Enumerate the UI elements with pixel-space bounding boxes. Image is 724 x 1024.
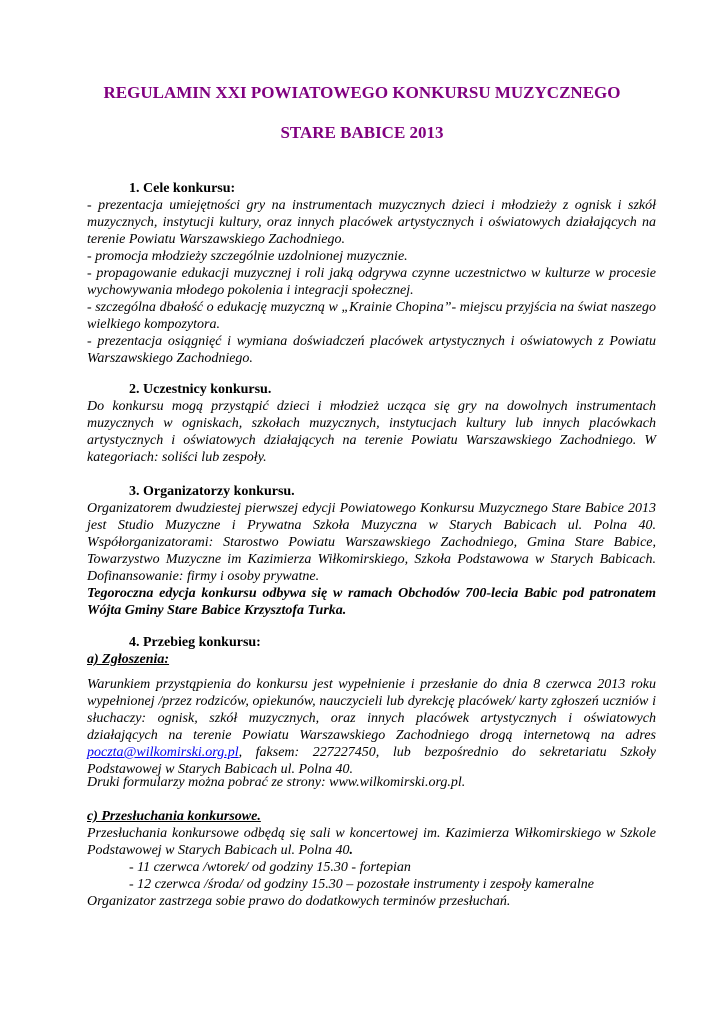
document-title: REGULAMIN XXI POWIATOWEGO KONKURSU MUZYCZNEGO <box>103 83 621 102</box>
audition-date: - 11 czerwca /wtorek/ od godziny 15.30 - fortepian <box>129 860 411 875</box>
section-heading: 4. Przebieg konkursu: <box>129 635 261 650</box>
section-goals <box>87 180 656 367</box>
auditions-dot: . <box>349 843 353 858</box>
section-heading: 2. Uczestnicy konkursu. <box>129 382 272 397</box>
goal-item: - prezentacja osiągnięć i wymiana doświadczeń placówek artystycznych i oświatowych z Powiatu Warszawskiego Zachodniego. <box>87 334 656 366</box>
goal-item: - prezentacja umiejętności gry na instrumentach muzycznych dzieci i młodzieży z ognisk i szkół muzycznych, instytucji kultury, oraz innych placówek artystycznych i oświatowych działających na terenie Powiatu Warszawskiego Zachodniego. <box>87 198 656 247</box>
goal-item: - propagowanie edukacji muzycznej i roli jaką odgrywa czynne uczestnictwo w kulturze w procesie wychowywania młodego pokolenia i integracji społecznej. <box>87 266 656 298</box>
applications-text-end: , faksem: 227227450, lub bezpośrednio do sekretariatu Szkoły Podstawowej w Starych Babicach ul. Polna 40. <box>87 745 656 777</box>
goal-item: - promocja młodzieży szczególnie uzdolnionej muzycznie. <box>87 249 408 264</box>
patronage-paragraph: Tegoroczna edycja konkursu odbywa się w ramach Obchodów 700-lecia Babic pod patronatem Wójta Gminy Stare Babice Krzysztofa Turka. <box>87 586 656 618</box>
auditions-text: Przesłuchania konkursowe odbędą się sali w koncertowej im. Kazimierza Wiłkomirskiego w Szkole Podstawowej w Starych Babicach ul. Polna 40 <box>87 826 656 858</box>
applications-paragraph <box>87 676 656 778</box>
auditions-paragraph <box>87 825 656 859</box>
section-course <box>87 634 656 668</box>
goal-item: - szczególna dbałość o edukację muzyczną w „Krainie Chopina”- miejscu przyjścia na świat naszego wielkiego kompozytora. <box>87 300 656 332</box>
document-subtitle: STARE BABICE 2013 <box>280 123 444 142</box>
subsection-auditions <box>87 808 656 910</box>
forms-download-note: Druki formularzy można pobrać ze strony: www.wilkomirski.org.pl. <box>87 775 466 790</box>
participants-paragraph: Do konkursu mogą przystąpić dzieci i młodzież ucząca się gry na dowolnych instrumentach muzycznych w ogniskach, szkołach muzycznych, instytucjach kultury lub innych placówkach artystycznych i oświatowych działających na terenie Powiatu Warszawskiego Zachodniego. W kategoriach: soliści lub zespoły. <box>87 399 656 465</box>
organizer-reservation-note: Organizator zastrzega sobie prawo do dodatkowych terminów przesłuchań. <box>87 894 511 909</box>
subsection-heading-applications: a) Zgłoszenia: <box>87 652 170 667</box>
audition-date: - 12 czerwca /środa/ od godziny 15.30 – pozostałe instrumenty i zespoły kameralne <box>129 877 594 892</box>
email-link[interactable]: poczta@wilkomirski.org.pl <box>87 745 239 760</box>
section-participants <box>87 381 656 466</box>
section-organizers <box>87 483 656 619</box>
section-heading: 3. Organizatorzy konkursu. <box>129 484 295 499</box>
subsection-heading-auditions: c) Przesłuchania konkursowe. <box>87 809 261 824</box>
organizers-paragraph: Organizatorem dwudziestej pierwszej edycji Powiatowego Konkursu Muzycznego Stare Babice 2013 jest Studio Muzyczne i Prywatna Szkoła Muzyczna w Starych Babicach ul. Polna 40. Współorganizatorami: Starostwo Powiatu Warszawskiego Zachodniego, Gmina Stare Babice, Towarzystwo Muzyczne im Kazimierza Wiłkomirskiego, Szkoła Podstawowa w Starych Babicach. Dofinansowanie: firmy i osoby prywatne. <box>87 501 656 584</box>
section-heading: 1. Cele konkursu: <box>129 181 236 196</box>
applications-text: Warunkiem przystąpienia do konkursu jest wypełnienie i przesłanie do dnia 8 czerwca 2013 roku wypełnionej /przez rodziców, opiekunów, nauczycieli lub dyrekcję placówek/ karty zgłoszeń uczniów i słuchaczy: ognisk, szkół muzycznych, oraz innych placówek artystycznych i oświatowych działających na terenie Powiatu Warszawskiego Zachodniego drogą internetową na adres <box>87 677 656 743</box>
